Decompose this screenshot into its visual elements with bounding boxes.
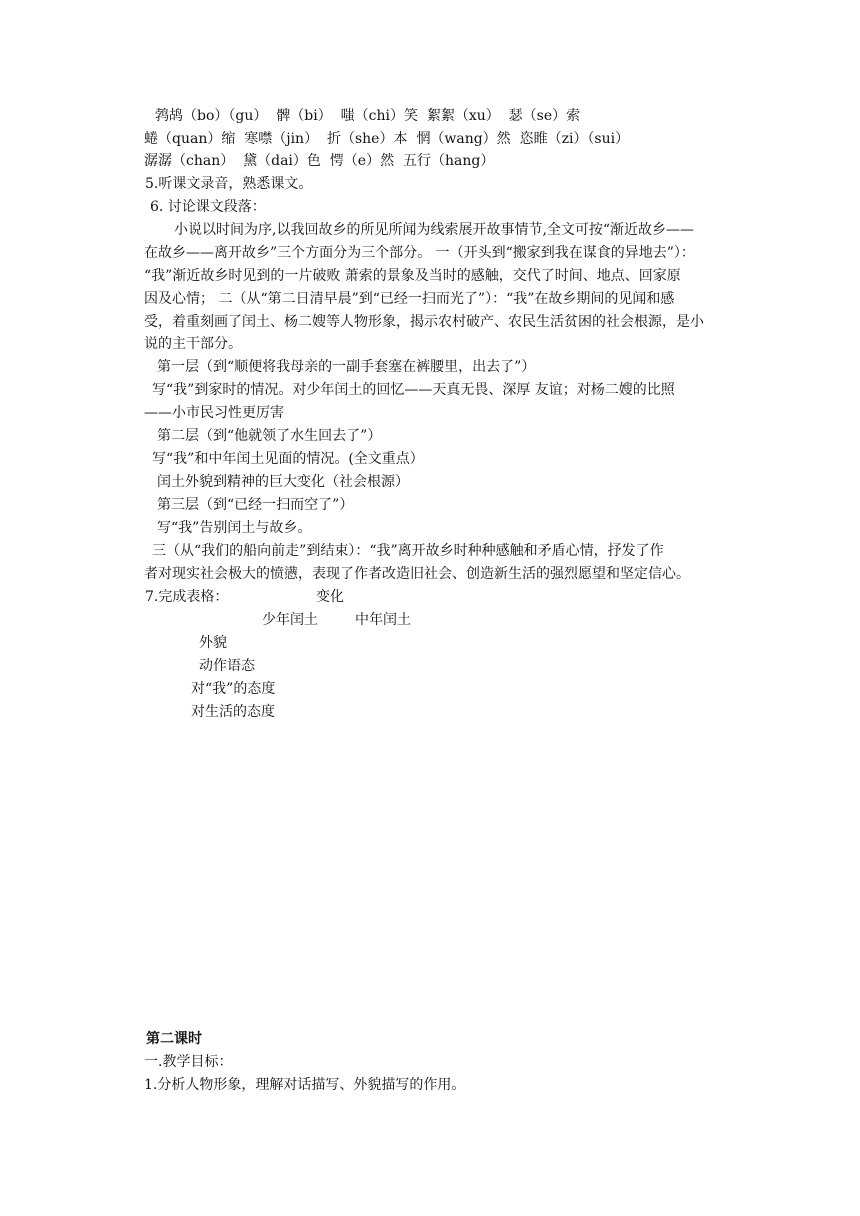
- lesson-2-heading: 第二课时: [146, 1031, 202, 1047]
- step-5: 5.听课文录音，熟悉课文。: [145, 176, 313, 192]
- table-label: 7.完成表格：: [145, 589, 229, 605]
- table-header-change: 变化: [316, 589, 344, 605]
- table-row-action: 动作语态: [199, 658, 255, 674]
- lesson-2-goal-title: 一.教学目标：: [144, 1054, 233, 1070]
- layer-2-title: 第二层（到“他就领了水生回去了”）: [157, 428, 382, 444]
- layer-1-desc-2: ——小市民习性更厉害: [144, 405, 284, 421]
- layer-2-desc-1: 写“我”和中年闰土见面的情况。(全文重点）: [152, 451, 424, 467]
- pinyin-line-3: 潺潺（chan） 黛（dai）色 愕（e）然 五行（hang）: [144, 153, 495, 169]
- table-row-appearance: 外貌: [199, 635, 227, 651]
- layer-3-title: 第三层（到“已经一扫而空了”）: [157, 497, 354, 513]
- lesson-2-goal-1: 1.分析人物形象，理解对话描写、外貌描写的作用。: [144, 1077, 466, 1093]
- layer-3-desc: 写“我”告别闰土与故乡。: [157, 520, 312, 536]
- layer-2-desc-2: 闰土外貌到精神的巨大变化（社会根源）: [157, 474, 409, 490]
- pinyin-line-1: 鹁鸪（bo）（gu） 髀（bi） 嗤（chi）笑 絮絮（xu） 瑟（se）索: [155, 108, 581, 124]
- para-main-line-4: 因及心情； 二（从“第二日清早晨”到“已经一扫而光了”）：“我”在故乡期间的见闻和感: [144, 291, 675, 307]
- table-col-middle-age: 中年闰土: [355, 612, 411, 628]
- table-row-attitude-me: 对“我”的态度: [191, 681, 276, 697]
- para-main-line-3: “我”渐近故乡时见到的一片破败 萧索的景象及当时的感触，交代了时间、地点、回家原: [144, 268, 681, 284]
- layer-1-desc-1: 写“我”到家时的情况。对少年闰土的回忆——天真无畏、深厚 友谊；对杨二嫂的比照: [152, 382, 675, 398]
- part-3-line-2: 者对现实社会极大的愤懑，表现了作者改造旧社会、创造新生活的强烈愿望和坚定信心。: [144, 566, 690, 582]
- para-main-line-2: 在故乡——离开故乡”三个方面分为三个部分。 一（开头到“搬家到我在谋食的异地去”）：: [144, 245, 695, 261]
- pinyin-line-2: 蜷（quan）缩 寒噤（jin） 折（she）本 惘（wang）然 恣睢（zi）（sui）: [144, 131, 630, 147]
- table-col-youth: 少年闰土: [262, 612, 318, 628]
- layer-1-title: 第一层（到“顺便将我母亲的一副手套塞在裤腰里，出去了”）: [157, 359, 536, 375]
- para-main-line-5: 受，着重刻画了闰土、杨二嫂等人物形象，揭示农村破产、农民生活贫困的社会根源，是小: [144, 314, 704, 330]
- para-main-line-6: 说的主干部分。: [144, 336, 242, 352]
- table-row-attitude-life: 对生活的态度: [191, 704, 275, 720]
- step-6: 6. 讨论课文段落：: [150, 199, 266, 215]
- para-main-line-1: 小说以时间为序,以我回故乡的所见所闻为线索展开故事情节,全文可按“渐近故乡——: [174, 222, 695, 238]
- part-3-line-1: 三（从“我们的船向前走”到结束）：“我”离开故乡时种种感触和矛盾心情，抒发了作: [152, 543, 664, 559]
